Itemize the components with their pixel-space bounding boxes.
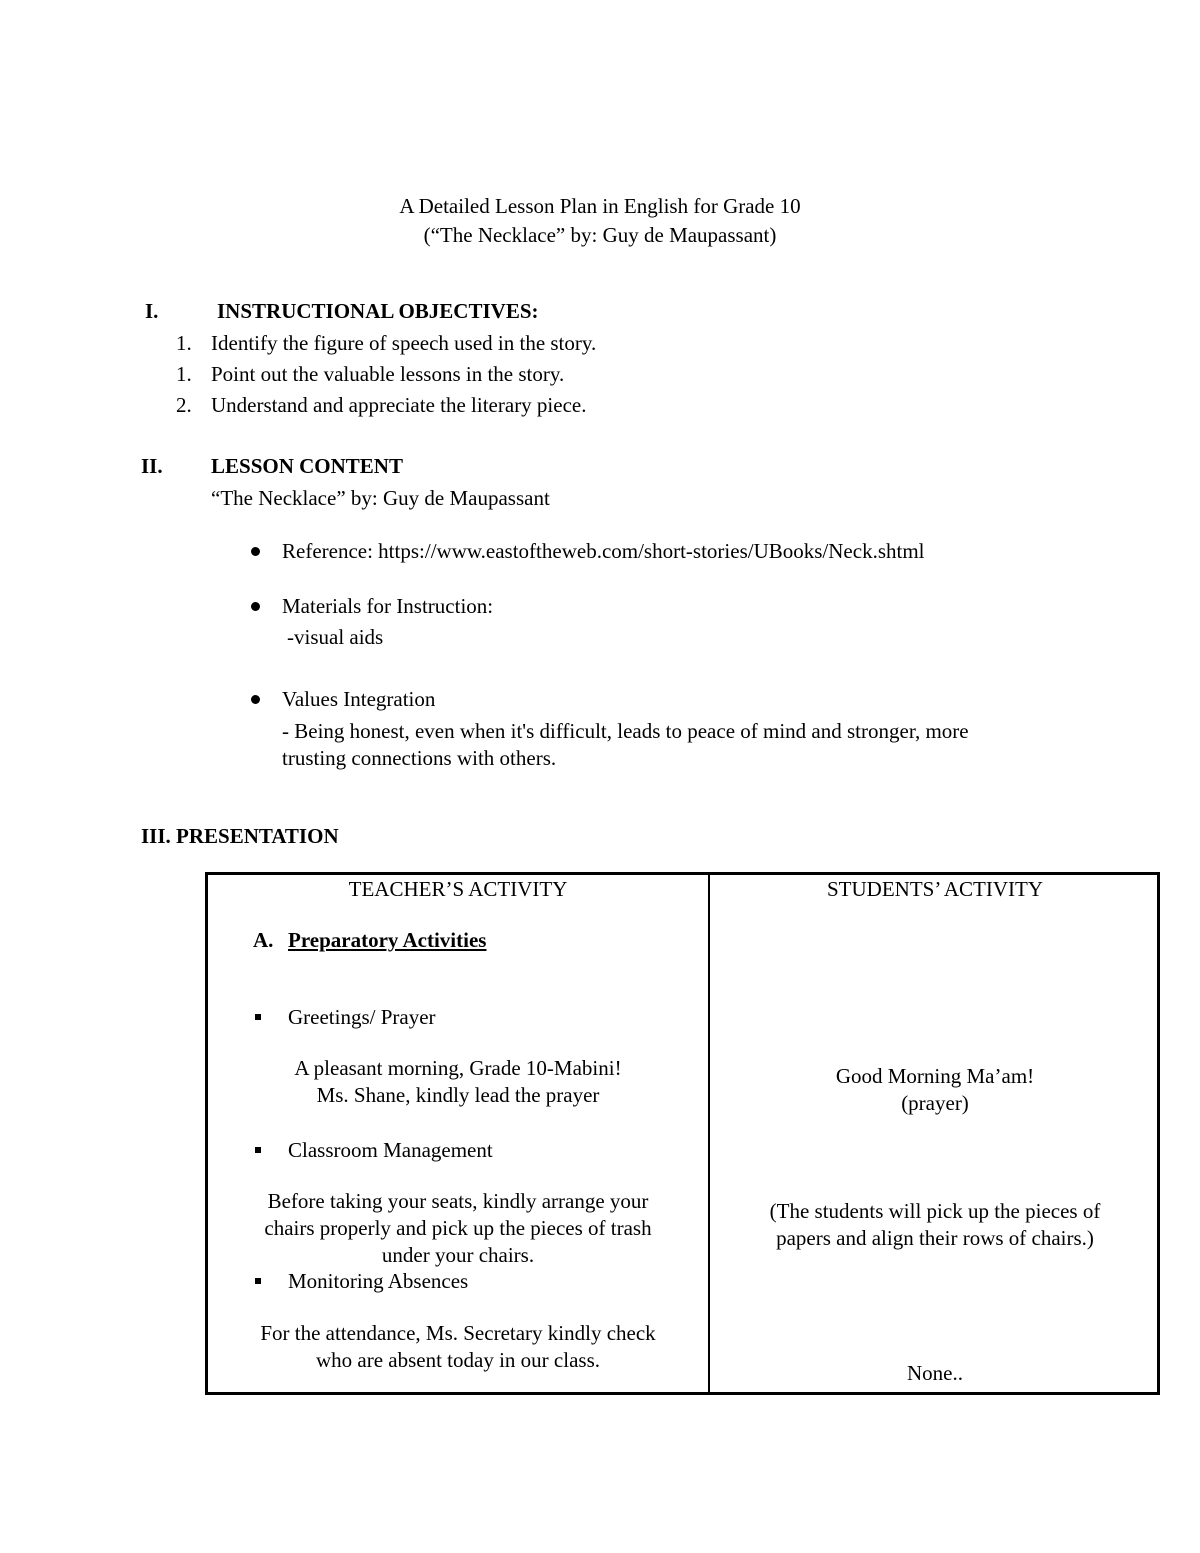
section2-heading: LESSON CONTENT bbox=[211, 454, 403, 478]
section1-numeral: I. bbox=[145, 299, 159, 323]
reference-line: Reference: https://www.eastoftheweb.com/short-stories/UBooks/Neck.shtml bbox=[282, 539, 925, 563]
square-bullet-icon bbox=[255, 1147, 261, 1153]
teacher-greeting-line: Ms. Shane, kindly lead the prayer bbox=[316, 1083, 600, 1107]
objective-item: Identify the figure of speech used in the story. bbox=[211, 331, 597, 355]
classroom-management-label: Classroom Management bbox=[288, 1138, 493, 1162]
objective-item: Point out the valuable lessons in the story. bbox=[211, 362, 565, 386]
student-greeting-line: Good Morning Ma’am! bbox=[835, 1064, 1035, 1088]
prep-letter: A. bbox=[253, 928, 274, 952]
student-classroom-line: (The students will pick up the pieces of bbox=[769, 1199, 1101, 1223]
prep-activities-title: Preparatory Activities bbox=[288, 928, 487, 952]
section2-numeral: II. bbox=[141, 454, 163, 478]
section3-heading: III. PRESENTATION bbox=[141, 824, 339, 848]
document-subtitle: (“The Necklace” by: Guy de Maupassant) bbox=[423, 223, 777, 247]
bullet-icon bbox=[251, 602, 260, 611]
objective-number: 1. bbox=[176, 331, 192, 355]
objective-number: 2. bbox=[176, 393, 192, 417]
square-bullet-icon bbox=[255, 1278, 261, 1284]
values-text-line: - Being honest, even when it's difficult, leads to peace of mind and stronger, more bbox=[282, 719, 969, 743]
teacher-absence-line: who are absent today in our class. bbox=[315, 1348, 600, 1372]
square-bullet-icon bbox=[255, 1014, 261, 1020]
monitoring-absences-label: Monitoring Absences bbox=[288, 1269, 469, 1293]
teacher-greeting-line: A pleasant morning, Grade 10-Mabini! bbox=[294, 1056, 622, 1080]
greetings-label: Greetings/ Prayer bbox=[288, 1005, 436, 1029]
bullet-icon bbox=[251, 547, 260, 556]
objective-item: Understand and appreciate the literary piece. bbox=[211, 393, 587, 417]
teacher-classroom-line: Before taking your seats, kindly arrange your bbox=[267, 1189, 649, 1213]
teacher-classroom-line: under your chairs. bbox=[381, 1243, 535, 1267]
document-title: A Detailed Lesson Plan in English for Grade 10 bbox=[399, 194, 801, 218]
teacher-classroom-line: chairs properly and pick up the pieces of trash bbox=[264, 1216, 652, 1240]
student-classroom-line: papers and align their rows of chairs.) bbox=[776, 1226, 1094, 1250]
teacher-activity-header: TEACHER’S ACTIVITY bbox=[348, 877, 568, 901]
student-greeting-line: (prayer) bbox=[901, 1091, 969, 1115]
story-title: “The Necklace” by: Guy de Maupassant bbox=[211, 486, 550, 510]
table-column-divider bbox=[708, 872, 710, 1395]
materials-value: -visual aids bbox=[287, 625, 384, 649]
teacher-absence-line: For the attendance, Ms. Secretary kindly check bbox=[260, 1321, 656, 1345]
values-text-line: trusting connections with others. bbox=[282, 746, 557, 770]
student-absence-response: None.. bbox=[907, 1361, 963, 1385]
students-activity-header: STUDENTS’ ACTIVITY bbox=[826, 877, 1043, 901]
materials-label: Materials for Instruction: bbox=[282, 594, 494, 618]
values-label: Values Integration bbox=[282, 687, 436, 711]
bullet-icon bbox=[251, 695, 260, 704]
section1-heading: INSTRUCTIONAL OBJECTIVES: bbox=[217, 299, 539, 323]
objective-number: 1. bbox=[176, 362, 192, 386]
